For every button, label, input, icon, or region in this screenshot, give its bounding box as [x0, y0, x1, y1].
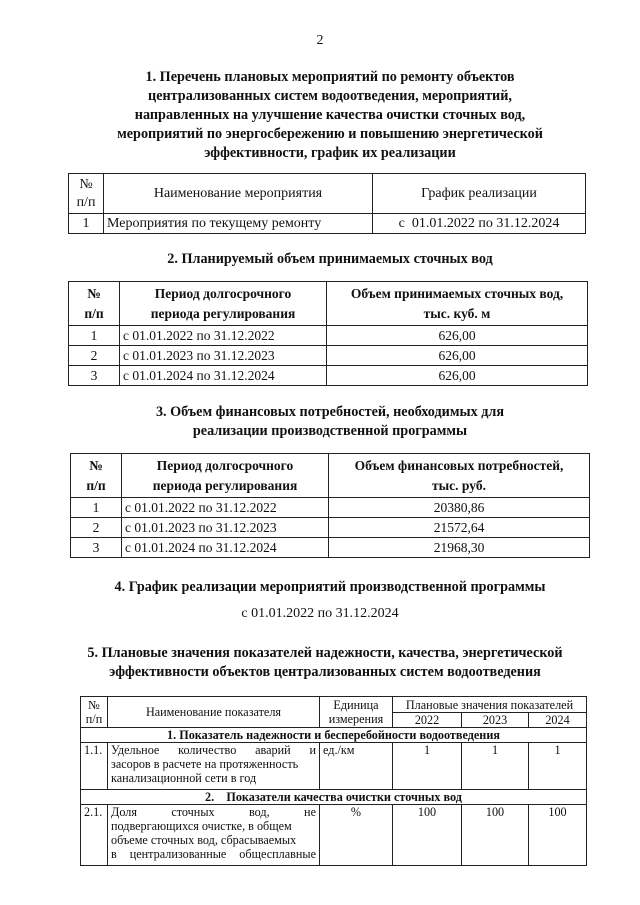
row-value: 100 — [393, 805, 462, 866]
section1-title-line: 1. Перечень плановых мероприятий по ремонту объектов — [145, 69, 515, 85]
row-period: с 01.01.2022 по 31.12.2022 — [122, 498, 329, 518]
row-value: 626,00 — [327, 366, 588, 386]
header-planned: Плановые значения показателей — [393, 697, 587, 713]
row-schedule: с 01.01.2022 по 31.12.2024 — [373, 214, 586, 234]
group-title: 1. Показатель надежности и бесперебойности водоотведения — [81, 728, 587, 743]
header-period: Период долгосрочного периода регулирования — [122, 454, 329, 498]
row-period: с 01.01.2022 по 31.12.2022 — [120, 326, 327, 346]
section1-title-line: эффективности, график их реализации — [204, 145, 456, 161]
section1-title — [60, 68, 600, 163]
row-name-line: в централизованные общесплавные — [111, 847, 316, 861]
header-num: № п/п — [69, 282, 120, 326]
row-name — [108, 805, 320, 866]
row-value: 626,00 — [327, 326, 588, 346]
section1-title-line: централизованных систем водоотведения, мероприятий, — [148, 88, 512, 104]
header-schedule: График реализации — [373, 174, 586, 214]
table-row — [71, 538, 590, 558]
section3-table — [70, 453, 590, 558]
table-row — [69, 366, 588, 386]
header-value: Объем принимаемых сточных вод, тыс. куб. м — [327, 282, 588, 326]
section2-table — [68, 281, 588, 386]
row-num: 1 — [69, 214, 104, 234]
table-row — [81, 805, 587, 866]
header-name: Наименование мероприятия — [104, 174, 373, 214]
row-value: 20380,86 — [329, 498, 590, 518]
row-num: 2 — [69, 346, 120, 366]
row-value: 1 — [393, 743, 462, 790]
header-name: Наименование показателя — [108, 697, 320, 728]
header-unit: Единица измерения — [320, 697, 393, 728]
row-name-line: объеме сточных вод, сбрасываемых — [111, 833, 297, 847]
section1-title-line: мероприятий по энергосбережению и повышению энергетической — [117, 126, 543, 142]
header-year: 2024 — [529, 713, 587, 728]
section5-table — [80, 696, 587, 866]
row-name-line: засоров в расчете на протяженность — [111, 757, 299, 771]
table-row — [69, 346, 588, 366]
header-value: Объем финансовых потребностей, тыс. руб. — [329, 454, 590, 498]
header-period: Период долгосрочного периода регулирования — [120, 282, 327, 326]
row-unit: % — [320, 805, 393, 866]
table-row — [71, 498, 590, 518]
group-title: 2. Показатели качества очистки сточных вод — [81, 790, 587, 805]
row-name — [108, 743, 320, 790]
row-value: 21572,64 — [329, 518, 590, 538]
header-year: 2023 — [462, 713, 529, 728]
table-row — [69, 214, 586, 234]
section5-title-line: эффективности объектов централизованных систем водоотведения — [109, 664, 541, 680]
table-row — [81, 743, 587, 790]
row-value: 1 — [462, 743, 529, 790]
row-num: 2 — [71, 518, 122, 538]
row-unit: ед./км — [320, 743, 393, 790]
table-row — [71, 518, 590, 538]
row-period: с 01.01.2023 по 31.12.2023 — [120, 346, 327, 366]
row-name-line: Удельное количество аварий и — [111, 743, 316, 757]
page-number: 2 — [316, 33, 324, 48]
row-value: 626,00 — [327, 346, 588, 366]
section1-title-line: направленных на улучшение качества очистки сточных вод, — [134, 107, 526, 123]
section5-title-line: 5. Плановые значения показателей надежности, качества, энергетической — [87, 645, 563, 661]
row-value: 100 — [529, 805, 587, 866]
section3-title-line: реализации производственной программы — [192, 423, 468, 439]
row-num: 1 — [69, 326, 120, 346]
section3-title — [60, 403, 600, 441]
row-period: с 01.01.2024 по 31.12.2024 — [122, 538, 329, 558]
row-num: 3 — [69, 366, 120, 386]
header-num: № п/п — [71, 454, 122, 498]
header-num: № п/п — [69, 174, 104, 214]
section4-title: 4. График реализации мероприятий производственной программы — [114, 579, 546, 595]
section5-title — [30, 644, 620, 682]
row-value: 1 — [529, 743, 587, 790]
table-row — [69, 326, 588, 346]
row-num: 1.1. — [81, 743, 108, 790]
row-name: Мероприятия по текущему ремонту — [104, 214, 373, 234]
row-name-line: канализационной сети в год — [111, 771, 257, 785]
section4-period: с 01.01.2022 по 31.12.2024 — [241, 606, 399, 621]
row-num: 3 — [71, 538, 122, 558]
row-value: 100 — [462, 805, 529, 866]
header-year: 2022 — [393, 713, 462, 728]
row-num: 1 — [71, 498, 122, 518]
section1-table — [68, 173, 586, 234]
row-period: с 01.01.2024 по 31.12.2024 — [120, 366, 327, 386]
section3-title-line: 3. Объем финансовых потребностей, необходимых для — [155, 404, 505, 420]
row-num: 2.1. — [81, 805, 108, 866]
row-name-line: Доля сточных вод, не — [111, 805, 316, 819]
row-name-line: подвергающихся очистке, в общем — [111, 819, 292, 833]
row-value: 21968,30 — [329, 538, 590, 558]
row-period: с 01.01.2023 по 31.12.2023 — [122, 518, 329, 538]
section2-title: 2. Планируемый объем принимаемых сточных вод — [167, 251, 493, 267]
header-num: № п/п — [81, 697, 108, 728]
